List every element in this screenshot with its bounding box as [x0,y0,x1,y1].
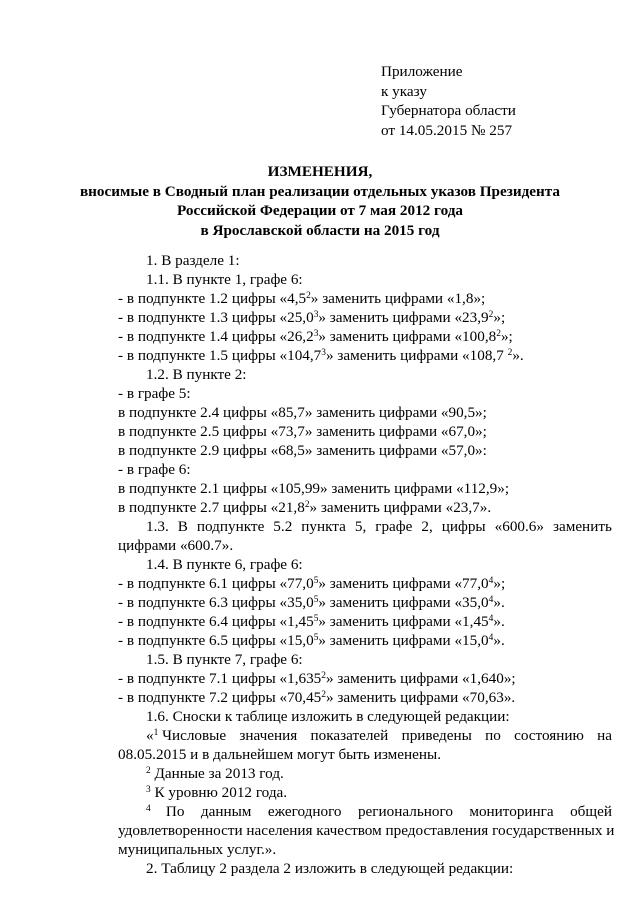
attachment-line: Приложение [381,63,463,80]
body-line: - в подпункте 1.3 цифры «25,0$^3$» заменить цифрами «23,9$^2$»; [118,309,506,326]
body-line: в подпункте 2.1 цифры «105,99» заменить цифрами «112,9»; [118,480,510,497]
body-line: - в подпункте 6.4 цифры «1,45$^5$» заменить цифрами «1,45$^4$». [118,613,505,630]
attachment-note [381,62,516,140]
title-line: вносимые в Сводный план реализации отдельных указов Президента [79,182,560,200]
body-line: - в подпункте 1.2 цифры «$4,5^2$» заменить цифрами «1,8»; [118,290,486,307]
body-line: - в графе 5: [118,385,191,402]
title-heading: ИЗМЕНЕНИЯ, [267,163,373,180]
attachment-line: Губернатора области [381,102,516,119]
body-line: 1.1. В пункте 1, графе 6: [146,271,303,288]
body-line: - в подпункте 6.3 цифры «35,0$^5$» заменить цифрами «35,0$^4$». [118,594,505,611]
body-line: 1. В разделе 1: [146,252,240,269]
body-line: - в подпункте 1.4 цифры «26,2$^3$» заменить цифрами «100,8$^2$»; [118,328,513,345]
document-title [0,162,640,240]
title-line: Российской Федерации от 7 мая 2012 года [176,202,464,220]
attachment-line: от 14.05.2015 № 257 [381,121,513,139]
body-line: - в подпункте 6.5 цифры «15,0$^5$» заменить цифрами «15,0$^4$». [118,632,505,649]
body-line: в подпункте 2.5 цифры «73,7» заменить цифрами «67,0»; [118,423,487,440]
body-line: в подпункте 2.4 цифры «85,7» заменить цифрами «90,5»; [118,404,487,421]
body-line: 2. Таблицу 2 раздела 2 изложить в следующей редакции: [146,860,514,877]
body-line: муниципальных услуг.». [118,841,277,858]
footnote-4-line: $^4$ По данным ежегодного регионального мониторинга общей [146,803,612,820]
body-line: - в подпункте 7.2 цифры «70,45$^2$» заменить цифрами «70,63». [118,689,516,706]
body-line: удовлетворенности населения качеством предоставления государственных и [118,822,615,839]
body-line: 1.2. В пункте 2: [146,366,247,383]
attachment-line: к указу [381,82,427,100]
footnote-1-line: «$^1$ Числовые значения показателей приведены по состоянию на [146,727,612,744]
body-line: - в подпункте 7.1 цифры «1,635$^2$» заменить цифрами «1,640»; [118,670,516,687]
body-line: - в подпункте 1.5 цифры «104,7$^3$» заменить цифрами «108,7 $^2$». [118,347,524,364]
footnote-2-line: $^2$ Данные за 2013 год. [146,765,284,782]
body-line-justified: 1.3. В подпункте 5.2 пункта 5, графе 2, цифры «600.6» заменить [146,518,612,535]
body-line: - в графе 6: [118,461,191,478]
body-line: 08.05.2015 и в дальнейшем могут быть изменены. [118,746,441,763]
footnote-3-line: $^3$ К уровню 2012 года. [146,784,288,801]
body-line: 1.6. Сноски к таблице изложить в следующей редакции: [146,708,510,725]
body-line: 1.5. В пункте 7, графе 6: [146,651,303,668]
body-line: в подпункте 2.9 цифры «68,5» заменить цифрами «57,0»: [118,442,487,459]
body-line: цифрами «600.7». [118,537,234,554]
body-line: - в подпункте 6.1 цифры «77,0$^5$» заменить цифрами «77,0$^4$»; [118,575,506,592]
title-line: в Ярославской области на 2015 год [200,221,440,239]
body-line: в подпункте 2.7 цифры «21,8$^2$» заменить цифрами «23,7». [118,499,492,516]
body-line: 1.4. В пункте 6, графе 6: [146,556,303,573]
